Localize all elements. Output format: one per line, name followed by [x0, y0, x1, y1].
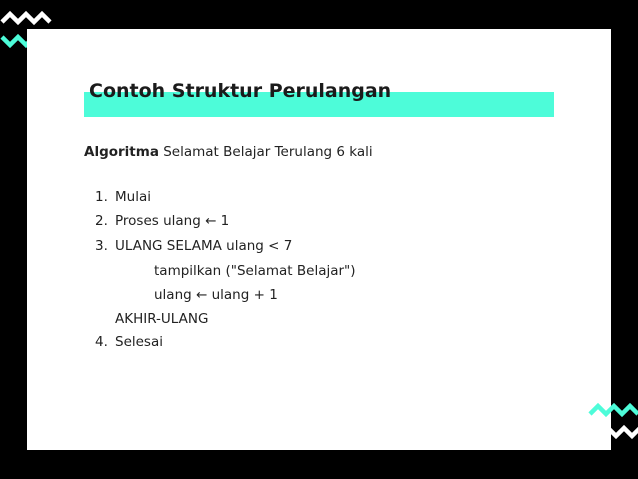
loop-end-line	[115, 311, 208, 327]
step-1	[95, 189, 151, 205]
loop-body-line-1	[154, 263, 356, 279]
algorithm-name: Selamat Belajar Terulang 6 kali	[163, 144, 373, 160]
step-number: 1.	[95, 189, 108, 205]
step-text: Proses ulang ← 1	[115, 213, 230, 229]
step-text: ULANG SELAMA ulang < 7	[115, 238, 293, 254]
step-4	[95, 334, 163, 350]
step-text: Mulai	[115, 189, 151, 205]
step-number: 4.	[95, 334, 108, 350]
step-text: Selesai	[115, 334, 163, 350]
algorithm-keyword: Algoritma	[84, 144, 159, 160]
slide-title: Contoh Struktur Perulangan	[89, 80, 392, 102]
step-2	[95, 213, 229, 229]
loop-body-line-2	[154, 287, 278, 303]
zigzag-teal-bottom-icon	[588, 402, 638, 420]
step-text: AKHIR-ULANG	[115, 311, 209, 327]
step-text: tampilkan ("Selamat Belajar")	[154, 263, 356, 279]
step-number: 2.	[95, 213, 108, 229]
zigzag-white-bottom-icon	[606, 424, 638, 440]
zigzag-white-top-icon	[0, 10, 54, 26]
algorithm-header	[84, 144, 373, 160]
step-text: ulang ← ulang + 1	[154, 287, 278, 303]
step-number: 3.	[95, 238, 108, 254]
step-3	[95, 238, 292, 254]
